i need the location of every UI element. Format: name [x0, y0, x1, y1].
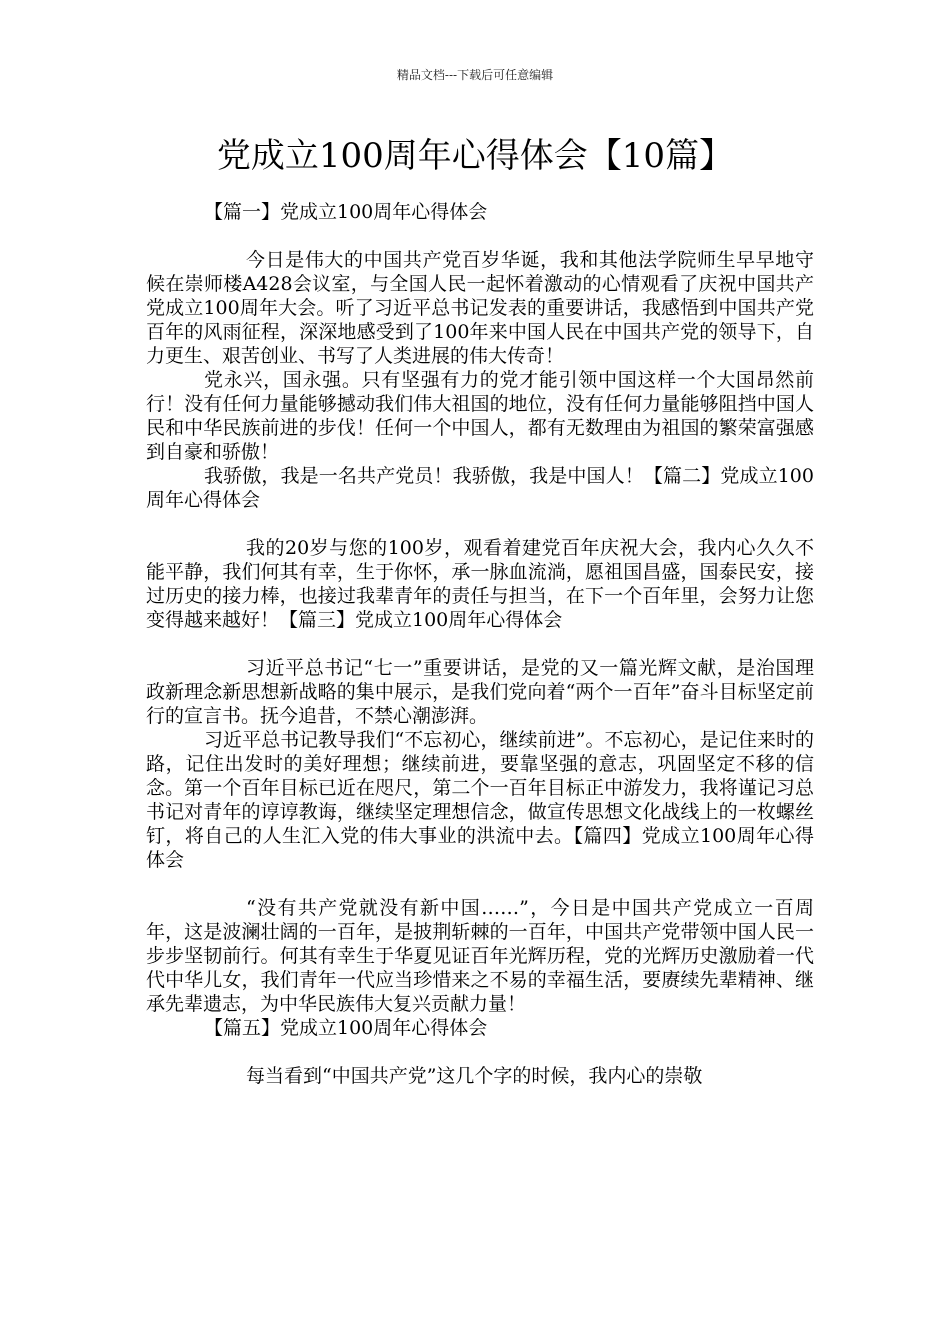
paragraph: 每当看到“中国共产党”这几个字的时候，我内心的崇敬 [246, 1065, 703, 1087]
paragraph: 我的20岁与您的100岁，观看着建党百年庆祝大会，我内心久久不能平静，我们何其有幸，生于你怀，承一脉血流淌，愿祖国昌盛，国泰民安，接过历史的接力棒，也接过我辈青年的责任与担当，在下一个百年里，会努力让您变得越来越好！【篇三】党成立100周年心得体会 [146, 537, 814, 631]
paragraph: 我骄傲，我是一名共产党员！我骄傲，我是中国人！【篇二】党成立100周年心得体会 [146, 465, 814, 511]
document-body [146, 200, 814, 1088]
paragraph: 党永兴，国永强。只有坚强有力的党才能引领中国这样一个大国昂然前行！没有任何力量能够撼动我们伟大祖国的地位，没有任何力量能够阻挡中国人民和中华民族前进的步伐！任何一个中国人，都有无数理由为祖国的繁荣富强感到自豪和骄傲！ [146, 369, 814, 463]
document-title: 党成立100周年心得体会【10篇】 [216, 136, 734, 176]
paragraph: 习近平总书记教导我们“不忘初心，继续前进”。不忘初心，是记住来时的路，记住出发时的美好理想；继续前进，要靠坚强的意志，巩固坚定不移的信念。第一个百年目标已近在咫尺，第二个一百年目标正中游发力，我将谨记习总书记对青年的谆谆教诲，继续坚定理想信念，做宣传思想文化战线上的一枚螺丝钉，将自己的人生汇入党的伟大事业的洪流中去。【篇四】党成立100周年心得体会 [146, 729, 814, 871]
section-heading: 【篇五】党成立100周年心得体会 [204, 1017, 488, 1039]
paragraph: 习近平总书记“七一”重要讲话，是党的又一篇光辉文献，是治国理政新理念新思想新战略的集中展示，是我们党向着“两个一百年”奋斗目标坚定前行的宣言书。抚今追昔，不禁心潮澎湃。 [146, 657, 814, 727]
paragraph: 今日是伟大的中国共产党百岁华诞，我和其他法学院师生早早地守候在崇师楼A428会议室，与全国人民一起怀着激动的心情观看了庆祝中国共产党成立100周年大会。听了习近平总书记发表的重要讲话，我感悟到中国共产党百年的风雨征程，深深地感受到了100年来中国人民在中国共产党的领导下，自力更生、艰苦创业、书写了人类进展的伟大传奇！ [146, 249, 814, 367]
section-heading: 【篇一】党成立100周年心得体会 [204, 201, 488, 223]
header-note: 精品文档---下载后可任意编辑 [396, 68, 554, 82]
paragraph: “没有共产党就没有新中国……”，今日是中国共产党成立一百周年，这是波澜壮阔的一百年，是披荆斩棘的一百年，中国共产党带领中国人民一步步坚韧前行。何其有幸生于华夏见证百年光辉历程，党的光辉历史激励着一代代中华儿女，我们青年一代应当珍惜来之不易的幸福生活，要赓续先辈精神、继承先辈遗志，为中华民族伟大复兴贡献力量！ [146, 897, 814, 1015]
